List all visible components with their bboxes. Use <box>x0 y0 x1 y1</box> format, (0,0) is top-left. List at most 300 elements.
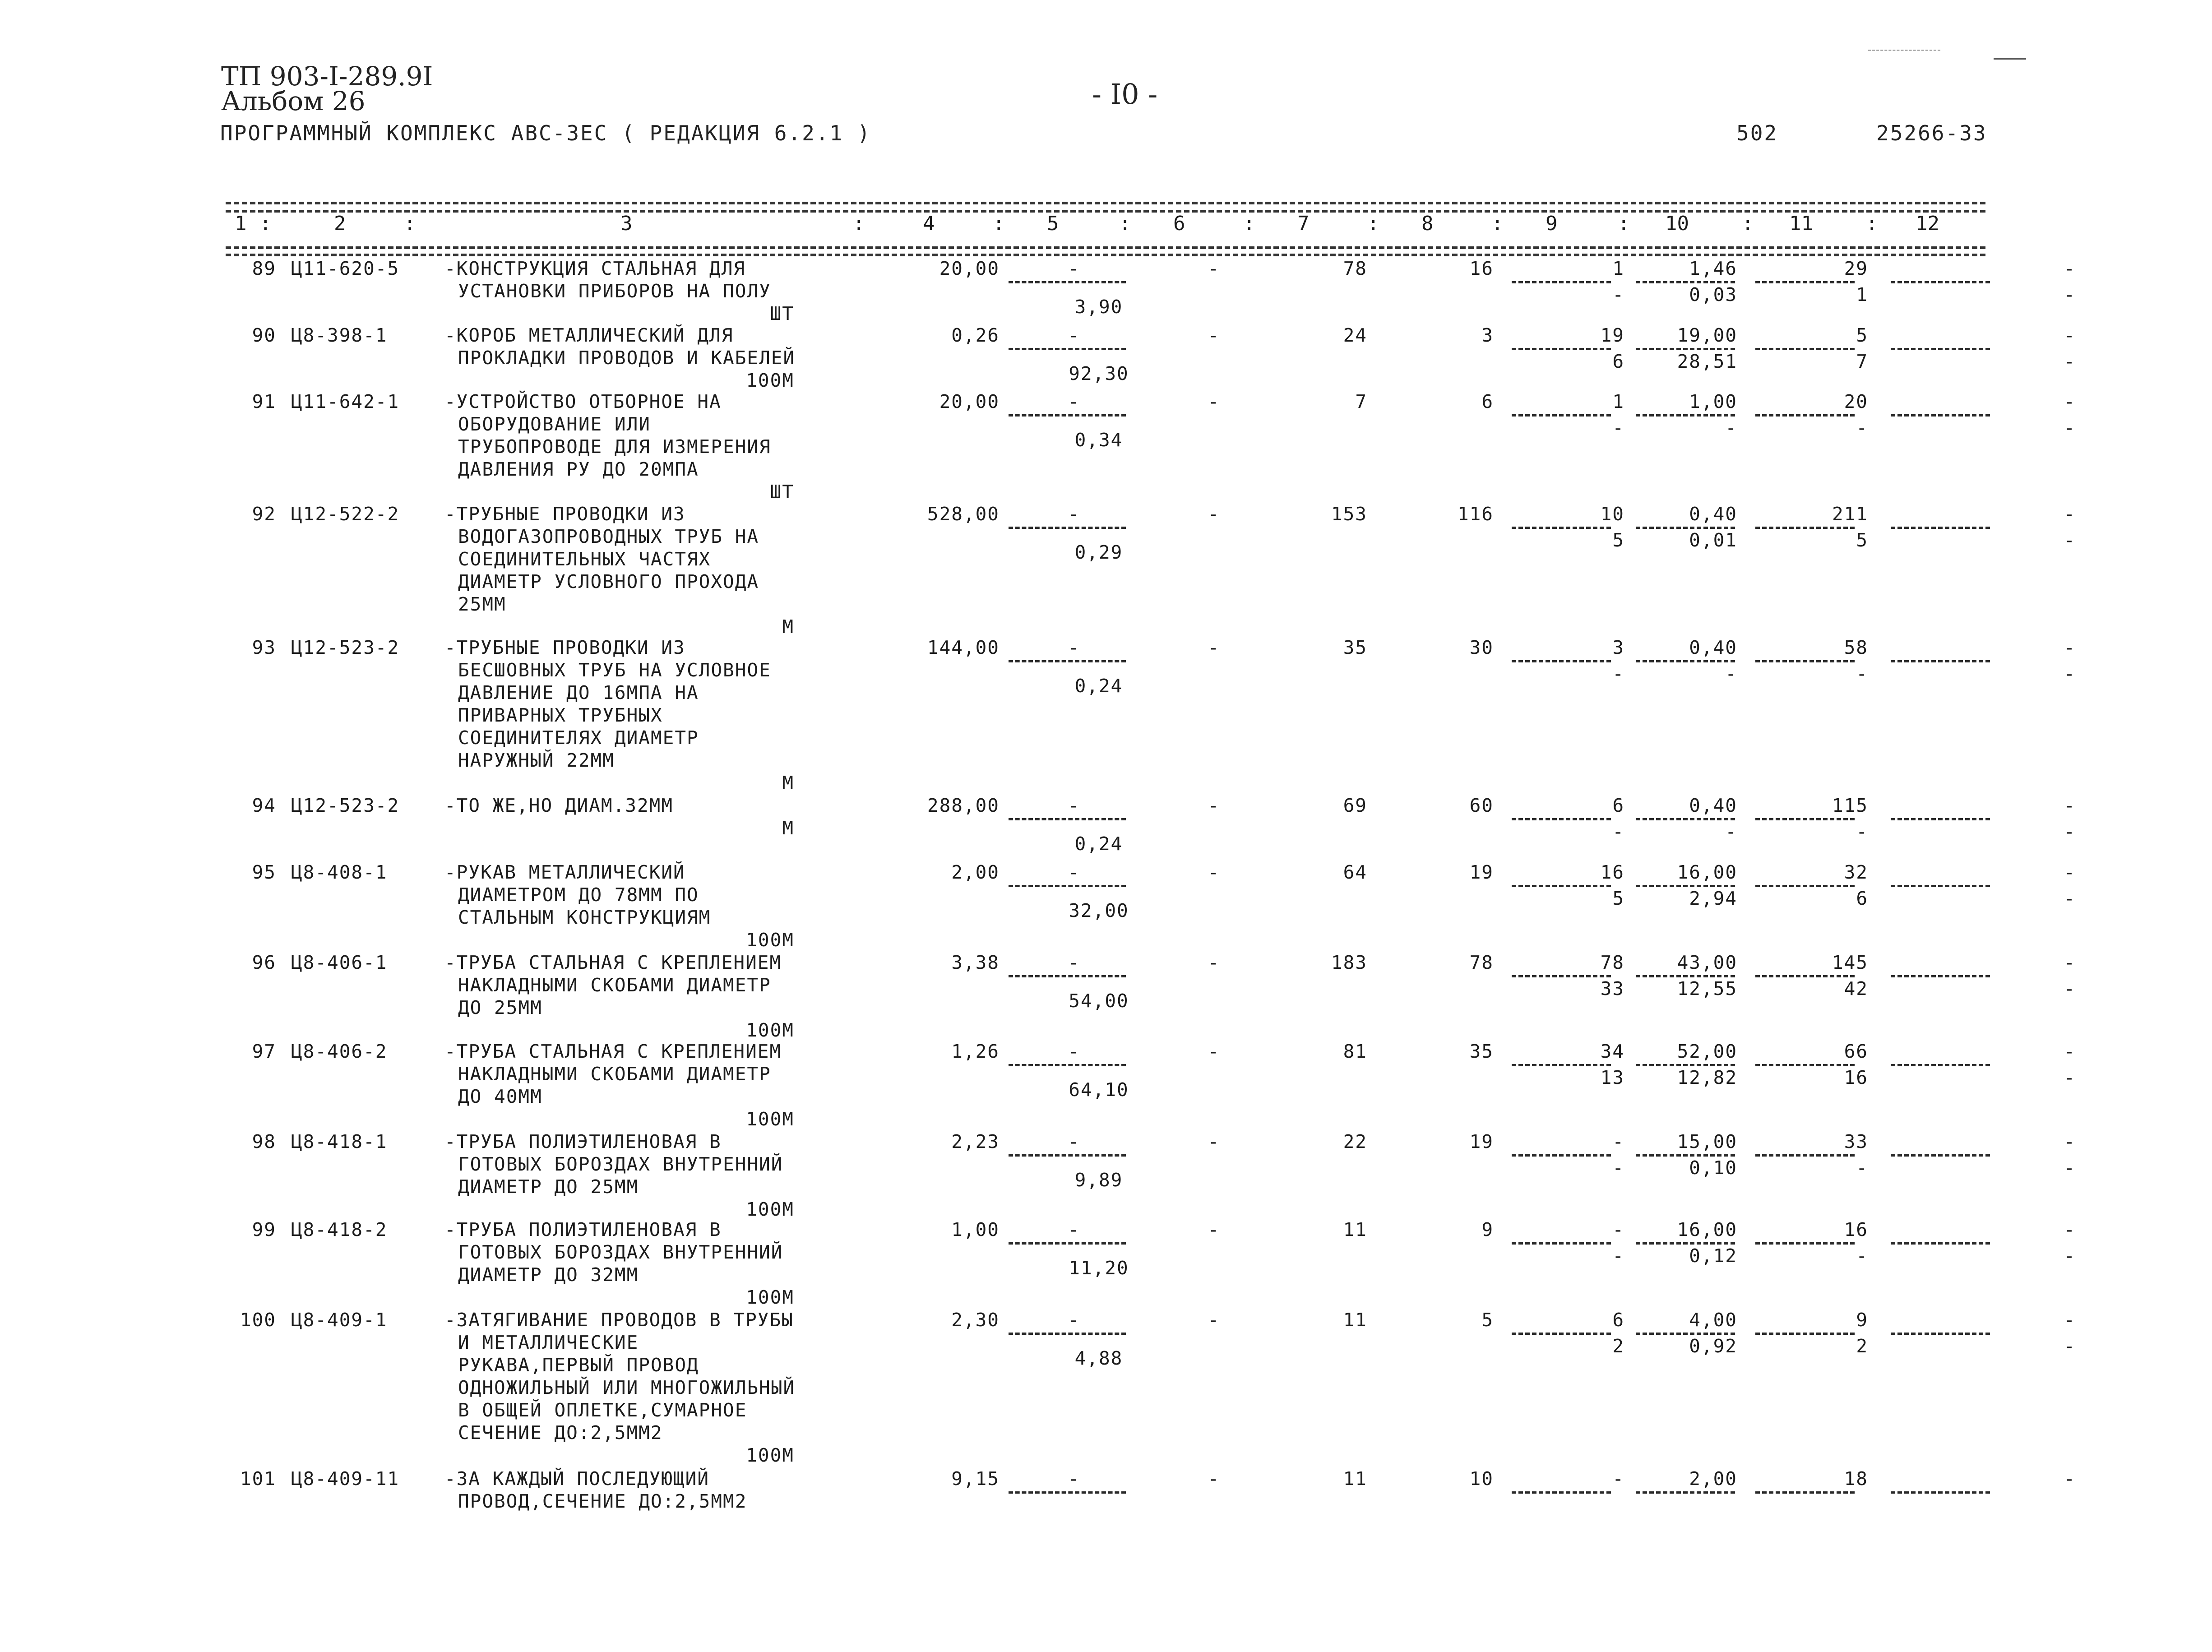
row-c11-value: 145 <box>1832 952 1868 973</box>
row-quantity: 1,00 <box>951 1219 1000 1240</box>
row-number: 89 <box>252 258 276 279</box>
row-number: 90 <box>252 324 276 346</box>
row-col5-value: - <box>1068 1131 1080 1152</box>
document-number: 25266-33 <box>1876 121 1987 145</box>
col-header-12: 12 <box>1916 212 1939 235</box>
row-c11-sub-value: - <box>1856 663 1868 685</box>
row-c12-sub-value: - <box>2064 417 2076 439</box>
row-col5-sub-value: 0,24 <box>1074 833 1123 855</box>
row-c11-value: 32 <box>1844 861 1868 883</box>
row-unit: 100М <box>746 1444 794 1466</box>
row-c12-sub-value: - <box>2064 529 2076 551</box>
row-c11-sub-value: - <box>1856 821 1868 842</box>
row-c9-sub-value: 5 <box>1612 888 1624 909</box>
row-description-line: НАКЛАДНЫМИ СКОБАМИ ДИАМЕТР <box>458 1063 771 1085</box>
row-col8-value: 78 <box>1469 952 1494 973</box>
col-header-5: 5 <box>1047 212 1059 235</box>
col-sep: : <box>404 212 416 235</box>
row-description-line: ДАВЛЕНИЯ РУ ДО 20МПА <box>458 458 699 480</box>
row-c11-value: 211 <box>1832 503 1868 525</box>
row-col7-value: 183 <box>1331 952 1367 973</box>
row-col5-separator <box>1009 1491 1126 1494</box>
row-col5-separator <box>1009 975 1126 977</box>
row-col5-sub-value: 4,88 <box>1074 1347 1123 1369</box>
row-c11-sub-value: 2 <box>1856 1335 1868 1357</box>
row-c11-sub-value: - <box>1856 1157 1868 1179</box>
row-col5-separator <box>1009 414 1126 416</box>
row-code: Ц12-523-2 <box>291 637 400 658</box>
row-col8-value: 19 <box>1469 861 1494 883</box>
row-c12-value: - <box>2064 1131 2076 1152</box>
col-sep: : <box>1618 212 1630 235</box>
row-col5-sub-value: 32,00 <box>1069 900 1129 921</box>
row-col5-value: - <box>1068 795 1080 816</box>
row-c10-sub-value: 12,82 <box>1677 1067 1737 1088</box>
row-c10-value: 0,40 <box>1689 503 1737 525</box>
row-col6-value: - <box>1208 1131 1220 1152</box>
row-code: Ц8-398-1 <box>291 324 388 346</box>
row-col5-sub-value: 64,10 <box>1069 1079 1129 1101</box>
row-c9-separator <box>1512 1491 1611 1494</box>
row-c12-sub-value: - <box>2064 663 2076 685</box>
row-c11-separator <box>1755 1491 1855 1494</box>
row-col8-value: 10 <box>1469 1468 1494 1490</box>
program-title: ПРОГРАММНЫЙ КОМПЛЕКС АВС-3ЕС ( РЕДАКЦИЯ 6.2.1 ) <box>220 121 871 145</box>
row-col5-value: - <box>1068 861 1080 883</box>
row-col7-value: 11 <box>1343 1309 1367 1331</box>
row-description-line: ДИАМЕТР ДО 32ММ <box>458 1264 639 1286</box>
row-number: 93 <box>252 637 276 658</box>
row-description-line: ПРОВОД,СЕЧЕНИЕ ДО:2,5ММ2 <box>458 1490 747 1512</box>
row-unit: ШТ <box>770 303 794 324</box>
row-description-line: -ТРУБА СТАЛЬНАЯ С КРЕПЛЕНИЕМ <box>444 1041 782 1062</box>
col-sep: : <box>1866 212 1878 235</box>
row-c12-sub-value: - <box>2064 978 2076 1000</box>
row-c12-value: - <box>2064 952 2076 973</box>
row-c10-value: 0,40 <box>1689 795 1737 816</box>
row-description-line: РУКАВА,ПЕРВЫЙ ПРОВОД <box>458 1354 699 1376</box>
row-c12-value: - <box>2064 391 2076 412</box>
row-col5-value: - <box>1068 391 1080 412</box>
row-col5-separator <box>1009 527 1126 529</box>
row-c9-value: 6 <box>1612 1309 1624 1331</box>
row-description-line: СЕЧЕНИЕ ДО:2,5ММ2 <box>458 1422 663 1444</box>
row-c12-sub-value: - <box>2064 1067 2076 1088</box>
col-header-9: 9 <box>1546 212 1558 235</box>
row-c11-sub-value: - <box>1856 417 1868 439</box>
row-description-line: -ЗАТЯГИВАНИЕ ПРОВОДОВ В ТРУБЫ <box>444 1309 794 1331</box>
col-sep: : <box>1742 212 1754 235</box>
row-unit: ШТ <box>770 481 794 503</box>
row-description-line: ОБОРУДОВАНИЕ ИЛИ <box>458 413 651 435</box>
col-header-3: 3 <box>620 212 633 235</box>
row-unit: 100М <box>746 1019 794 1041</box>
row-c12-value: - <box>2064 637 2076 658</box>
row-c11-value: 5 <box>1856 324 1868 346</box>
row-c11-sub-value: 16 <box>1844 1067 1868 1088</box>
row-description-line: ДИАМЕТР ДО 25ММ <box>458 1176 639 1198</box>
row-description-line: -ТРУБА СТАЛЬНАЯ С КРЕПЛЕНИЕМ <box>444 952 782 973</box>
row-quantity: 20,00 <box>939 258 1000 279</box>
row-c10-value: 15,00 <box>1677 1131 1737 1152</box>
row-c10-sub-value: - <box>1725 821 1737 842</box>
row-description-line: НАКЛАДНЫМИ СКОБАМИ ДИАМЕТР <box>458 974 771 996</box>
row-number: 94 <box>252 795 276 816</box>
row-description-line: -УСТРОЙСТВО ОТБОРНОЕ НА <box>444 391 722 412</box>
row-col6-value: - <box>1208 637 1220 658</box>
row-number: 100 <box>240 1309 276 1331</box>
row-col8-value: 35 <box>1469 1041 1494 1062</box>
row-quantity: 2,30 <box>951 1309 1000 1331</box>
row-col5-value: - <box>1068 1468 1080 1490</box>
row-c11-value: 20 <box>1844 391 1868 412</box>
row-col5-value: - <box>1068 258 1080 279</box>
row-c11-value: 58 <box>1844 637 1868 658</box>
row-description-line: ДО 40ММ <box>458 1086 542 1107</box>
row-col8-value: 9 <box>1481 1219 1494 1240</box>
row-c10-value: 1,46 <box>1689 258 1737 279</box>
row-quantity: 2,23 <box>951 1131 1000 1152</box>
row-c9-sub-value: 2 <box>1612 1335 1624 1357</box>
row-c12-sub-value: - <box>2064 351 2076 372</box>
row-col5-value: - <box>1068 637 1080 658</box>
row-number: 96 <box>252 952 276 973</box>
row-c11-value: 115 <box>1832 795 1868 816</box>
row-c11-value: 29 <box>1844 258 1868 279</box>
row-c9-value: 1 <box>1612 391 1624 412</box>
stamp-project-number: ТП 903-I-289.9I <box>221 61 433 92</box>
row-col8-value: 16 <box>1469 258 1494 279</box>
row-quantity: 20,00 <box>939 391 1000 412</box>
row-c9-sub-value: - <box>1612 284 1624 305</box>
row-col7-value: 11 <box>1343 1219 1367 1240</box>
row-c12-value: - <box>2064 1219 2076 1240</box>
row-col7-value: 81 <box>1343 1041 1367 1062</box>
row-description-line: -ЗА КАЖДЫЙ ПОСЛЕДУЮЩИЙ <box>444 1468 710 1490</box>
row-col8-value: 6 <box>1481 391 1494 412</box>
row-col5-value: - <box>1068 1041 1080 1062</box>
col-header-8: 8 <box>1421 212 1434 235</box>
row-col5-value: - <box>1068 1309 1080 1331</box>
row-description-line: ГОТОВЫХ БОРОЗДАХ ВНУТРЕННИЙ <box>458 1153 783 1175</box>
row-c9-value: 16 <box>1600 861 1624 883</box>
row-col5-value: - <box>1068 324 1080 346</box>
row-col8-value: 116 <box>1457 503 1494 525</box>
stamp-album: Альбом 26 <box>221 86 366 116</box>
row-c10-value: 0,40 <box>1689 637 1737 658</box>
row-quantity: 9,15 <box>951 1468 1000 1490</box>
row-c9-value: - <box>1612 1219 1624 1240</box>
row-c9-value: 19 <box>1600 324 1624 346</box>
row-c10-sub-value: 2,94 <box>1689 888 1737 909</box>
row-col5-sub-value: 9,89 <box>1074 1169 1123 1191</box>
row-description-line: -КОРОБ МЕТАЛЛИЧЕСКИЙ ДЛЯ <box>444 324 734 346</box>
row-c11-sub-value: 5 <box>1856 529 1868 551</box>
row-quantity: 288,00 <box>927 795 1000 816</box>
row-col5-separator <box>1009 660 1126 662</box>
row-description-line: -КОНСТРУКЦИЯ СТАЛЬНАЯ ДЛЯ <box>444 258 746 279</box>
row-col7-value: 153 <box>1331 503 1367 525</box>
row-col5-sub-value: 3,90 <box>1074 296 1123 318</box>
row-c12-value: - <box>2064 503 2076 525</box>
row-col8-value: 19 <box>1469 1131 1494 1152</box>
row-code: Ц8-406-2 <box>291 1041 388 1062</box>
col-sep: : <box>259 212 272 235</box>
row-col6-value: - <box>1208 391 1220 412</box>
row-description-line: ДИАМЕТР УСЛОВНОГО ПРОХОДА <box>458 571 759 592</box>
row-c11-value: 66 <box>1844 1041 1868 1062</box>
row-c12-sub-value: - <box>2064 1335 2076 1357</box>
row-c11-value: 18 <box>1844 1468 1868 1490</box>
row-col5-sub-value: 92,30 <box>1069 363 1129 384</box>
row-col5-sub-value: 0,29 <box>1074 541 1123 563</box>
row-c9-value: - <box>1612 1131 1624 1152</box>
col-header-1: 1 <box>235 212 247 235</box>
row-number: 92 <box>252 503 276 525</box>
row-c12-sub-value: - <box>2064 821 2076 842</box>
row-description-line: -ТРУБА ПОЛИЭТИЛЕНОВАЯ В <box>444 1131 722 1152</box>
row-c10-sub-value: - <box>1725 663 1737 685</box>
row-description-line: СОЕДИНИТЕЛЬНЫХ ЧАСТЯХ <box>458 548 711 570</box>
row-code: Ц11-642-1 <box>291 391 400 412</box>
row-c11-sub-value: 7 <box>1856 351 1868 372</box>
row-col6-value: - <box>1208 952 1220 973</box>
row-col5-sub-value: 11,20 <box>1069 1257 1129 1279</box>
row-code: Ц8-418-2 <box>291 1219 388 1240</box>
row-c10-separator <box>1636 1491 1735 1494</box>
col-header-6: 6 <box>1173 212 1185 235</box>
row-col5-separator <box>1009 1242 1126 1245</box>
row-unit: М <box>782 772 794 794</box>
row-c12-value: - <box>2064 324 2076 346</box>
row-col6-value: - <box>1208 861 1220 883</box>
row-unit: 100М <box>746 1199 794 1220</box>
row-col6-value: - <box>1208 1468 1220 1490</box>
row-unit: 100М <box>746 929 794 951</box>
row-description-line: 25ММ <box>458 593 506 615</box>
row-col7-value: 22 <box>1343 1131 1367 1152</box>
row-code: Ц12-522-2 <box>291 503 400 525</box>
row-col6-value: - <box>1208 503 1220 525</box>
row-unit: М <box>782 616 794 638</box>
row-col5-separator <box>1009 1154 1126 1157</box>
row-col7-value: 11 <box>1343 1468 1367 1490</box>
row-c10-value: 4,00 <box>1689 1309 1737 1331</box>
row-c9-sub-value: - <box>1612 821 1624 842</box>
row-col7-value: 35 <box>1343 637 1367 658</box>
row-c9-sub-value: - <box>1612 1245 1624 1267</box>
row-col5-separator <box>1009 818 1126 820</box>
row-col7-value: 69 <box>1343 795 1367 816</box>
row-description-line: ОДНОЖИЛЬНЫЙ ИЛИ МНОГОЖИЛЬНЫЙ <box>458 1377 796 1398</box>
row-quantity: 144,00 <box>927 637 1000 658</box>
col-sep: : <box>1243 212 1255 235</box>
row-c12-sub-value: - <box>2064 284 2076 305</box>
row-description-line: -ТРУБНЫЕ ПРОВОДКИ ИЗ <box>444 503 685 525</box>
row-code: Ц8-418-1 <box>291 1131 388 1152</box>
col-sep: : <box>993 212 1005 235</box>
row-col6-value: - <box>1208 1219 1220 1240</box>
row-col5-sub-value: 0,24 <box>1074 675 1123 697</box>
row-col5-value: - <box>1068 952 1080 973</box>
row-c12-value: - <box>2064 861 2076 883</box>
col-header-11: 11 <box>1789 212 1813 235</box>
row-c10-sub-value: 0,03 <box>1689 284 1737 305</box>
row-c9-value: 34 <box>1600 1041 1624 1062</box>
row-c10-sub-value: 0,92 <box>1689 1335 1737 1357</box>
row-c12-value: - <box>2064 258 2076 279</box>
row-c11-value: 16 <box>1844 1219 1868 1240</box>
row-col6-value: - <box>1208 795 1220 816</box>
row-col7-value: 24 <box>1343 324 1367 346</box>
row-c10-value: 16,00 <box>1677 861 1737 883</box>
row-quantity: 0,26 <box>951 324 1000 346</box>
row-c10-sub-value: 0,10 <box>1689 1157 1737 1179</box>
row-c12-value: - <box>2064 1309 2076 1331</box>
row-col7-value: 64 <box>1343 861 1367 883</box>
row-c10-value: 16,00 <box>1677 1219 1737 1240</box>
col-sep: : <box>853 212 865 235</box>
row-description-line: -ТРУБНЫЕ ПРОВОДКИ ИЗ <box>444 637 685 658</box>
row-c9-value: - <box>1612 1468 1624 1490</box>
col-header-7: 7 <box>1297 212 1310 235</box>
row-c9-value: 6 <box>1612 795 1624 816</box>
row-col5-value: - <box>1068 503 1080 525</box>
col-sep: : <box>1367 212 1379 235</box>
row-description-line: НАРУЖНЫЙ 22ММ <box>458 750 615 771</box>
row-description-line: ГОТОВЫХ БОРОЗДАХ ВНУТРЕННИЙ <box>458 1241 783 1263</box>
row-c12-value: - <box>2064 1041 2076 1062</box>
col-header-2: 2 <box>334 212 346 235</box>
row-c10-sub-value: 28,51 <box>1677 351 1737 372</box>
row-c10-sub-value: 12,55 <box>1677 978 1737 1000</box>
row-code: Ц12-523-2 <box>291 795 400 816</box>
row-col6-value: - <box>1208 258 1220 279</box>
row-c10-value: 52,00 <box>1677 1041 1737 1062</box>
row-c10-value: 2,00 <box>1689 1468 1737 1490</box>
row-number: 98 <box>252 1131 276 1152</box>
row-description-line: СТАЛЬНЫМ КОНСТРУКЦИЯМ <box>458 907 711 928</box>
row-number: 91 <box>252 391 276 412</box>
row-description-line: ДО 25ММ <box>458 997 542 1018</box>
row-col5-separator <box>1009 1333 1126 1335</box>
row-c9-value: 78 <box>1600 952 1624 973</box>
row-c10-value: 19,00 <box>1677 324 1737 346</box>
row-c12-value: - <box>2064 1468 2076 1490</box>
row-c9-sub-value: - <box>1612 663 1624 685</box>
row-quantity: 528,00 <box>927 503 1000 525</box>
row-c10-sub-value: - <box>1725 417 1737 439</box>
row-c12-value: - <box>2064 795 2076 816</box>
row-c9-sub-value: 13 <box>1600 1067 1624 1088</box>
row-number: 95 <box>252 861 276 883</box>
row-code: Ц8-406-1 <box>291 952 388 973</box>
row-description-line: -ТРУБА ПОЛИЭТИЛЕНОВАЯ В <box>444 1219 722 1240</box>
row-code: Ц8-408-1 <box>291 861 388 883</box>
row-c11-sub-value: - <box>1856 1245 1868 1267</box>
row-col5-separator <box>1009 1064 1126 1066</box>
row-col6-value: - <box>1208 1309 1220 1331</box>
row-col5-sub-value: 0,34 <box>1074 429 1123 451</box>
page-number: - I0 - <box>1092 78 1158 111</box>
row-col8-value: 3 <box>1481 324 1494 346</box>
row-description-line: ДИАМЕТРОМ ДО 78ММ ПО <box>458 884 699 906</box>
row-c12-sub-value: - <box>2064 1157 2076 1179</box>
col-sep: : <box>1119 212 1131 235</box>
row-number: 101 <box>240 1468 276 1490</box>
row-col7-value: 78 <box>1343 258 1367 279</box>
row-description-line: ДАВЛЕНИЕ ДО 16МПА НА <box>458 682 699 703</box>
row-c11-value: 9 <box>1856 1309 1868 1331</box>
row-description-line: И МЕТАЛЛИЧЕСКИЕ <box>458 1332 639 1353</box>
sheet-number: 502 <box>1736 121 1778 145</box>
row-c9-sub-value: 33 <box>1600 978 1624 1000</box>
col-header-10: 10 <box>1665 212 1689 235</box>
col-sep: : <box>1491 212 1504 235</box>
row-c11-sub-value: 1 <box>1856 284 1868 305</box>
row-unit: 100М <box>746 370 794 391</box>
row-col8-value: 30 <box>1469 637 1494 658</box>
row-code: Ц8-409-1 <box>291 1309 388 1331</box>
row-c10-sub-value: 0,01 <box>1689 529 1737 551</box>
row-description-line: УСТАНОВКИ ПРИБОРОВ НА ПОЛУ <box>458 280 771 302</box>
row-c9-sub-value: - <box>1612 417 1624 439</box>
row-col8-value: 5 <box>1481 1309 1494 1331</box>
row-col5-sub-value: 54,00 <box>1069 990 1129 1012</box>
row-description-line: В ОБЩЕЙ ОПЛЕТКЕ,СУМАРНОЕ <box>458 1399 747 1421</box>
row-c9-value: 10 <box>1600 503 1624 525</box>
row-quantity: 3,38 <box>951 952 1000 973</box>
row-description-line: -РУКАВ МЕТАЛЛИЧЕСКИЙ <box>444 861 685 883</box>
row-quantity: 1,26 <box>951 1041 1000 1062</box>
row-c11-value: 33 <box>1844 1131 1868 1152</box>
row-description-line: ТРУБОПРОВОДЕ ДЛЯ ИЗМЕРЕНИЯ <box>458 436 771 458</box>
row-c12-separator <box>1891 1491 1990 1494</box>
row-c9-sub-value: 6 <box>1612 351 1624 372</box>
row-c11-sub-value: 42 <box>1844 978 1868 1000</box>
row-col8-value: 60 <box>1469 795 1494 816</box>
row-col5-value: - <box>1068 1219 1080 1240</box>
row-col5-separator <box>1009 281 1126 283</box>
row-col6-value: - <box>1208 324 1220 346</box>
row-col5-separator <box>1009 885 1126 887</box>
row-number: 97 <box>252 1041 276 1062</box>
row-unit: 100М <box>746 1286 794 1308</box>
row-quantity: 2,00 <box>951 861 1000 883</box>
row-unit: М <box>782 817 794 839</box>
row-description-line: ПРОКЛАДКИ ПРОВОДОВ И КАБЕЛЕЙ <box>458 347 796 369</box>
row-unit: 100М <box>746 1108 794 1130</box>
row-c9-value: 3 <box>1612 637 1624 658</box>
row-col6-value: - <box>1208 1041 1220 1062</box>
row-c10-sub-value: 0,12 <box>1689 1245 1737 1267</box>
row-description-line: СОЕДИНИТЕЛЯХ ДИАМЕТР <box>458 727 699 749</box>
row-description-line: ВОДОГАЗОПРОВОДНЫХ ТРУБ НА <box>458 526 759 547</box>
row-c9-sub-value: - <box>1612 1157 1624 1179</box>
row-number: 99 <box>252 1219 276 1240</box>
row-c10-value: 1,00 <box>1689 391 1737 412</box>
row-description-line: БЕСШОВНЫХ ТРУБ НА УСЛОВНОЕ <box>458 659 771 681</box>
row-c9-sub-value: 5 <box>1612 529 1624 551</box>
row-c9-value: 1 <box>1612 258 1624 279</box>
row-c12-sub-value: - <box>2064 1245 2076 1267</box>
row-col5-separator <box>1009 348 1126 350</box>
col-header-4: 4 <box>923 212 935 235</box>
row-code: Ц11-620-5 <box>291 258 400 279</box>
row-c11-sub-value: 6 <box>1856 888 1868 909</box>
row-description-line: -ТО ЖЕ,НО ДИАМ.32ММ <box>444 795 673 816</box>
row-description-line: ПРИВАРНЫХ ТРУБНЫХ <box>458 704 663 726</box>
